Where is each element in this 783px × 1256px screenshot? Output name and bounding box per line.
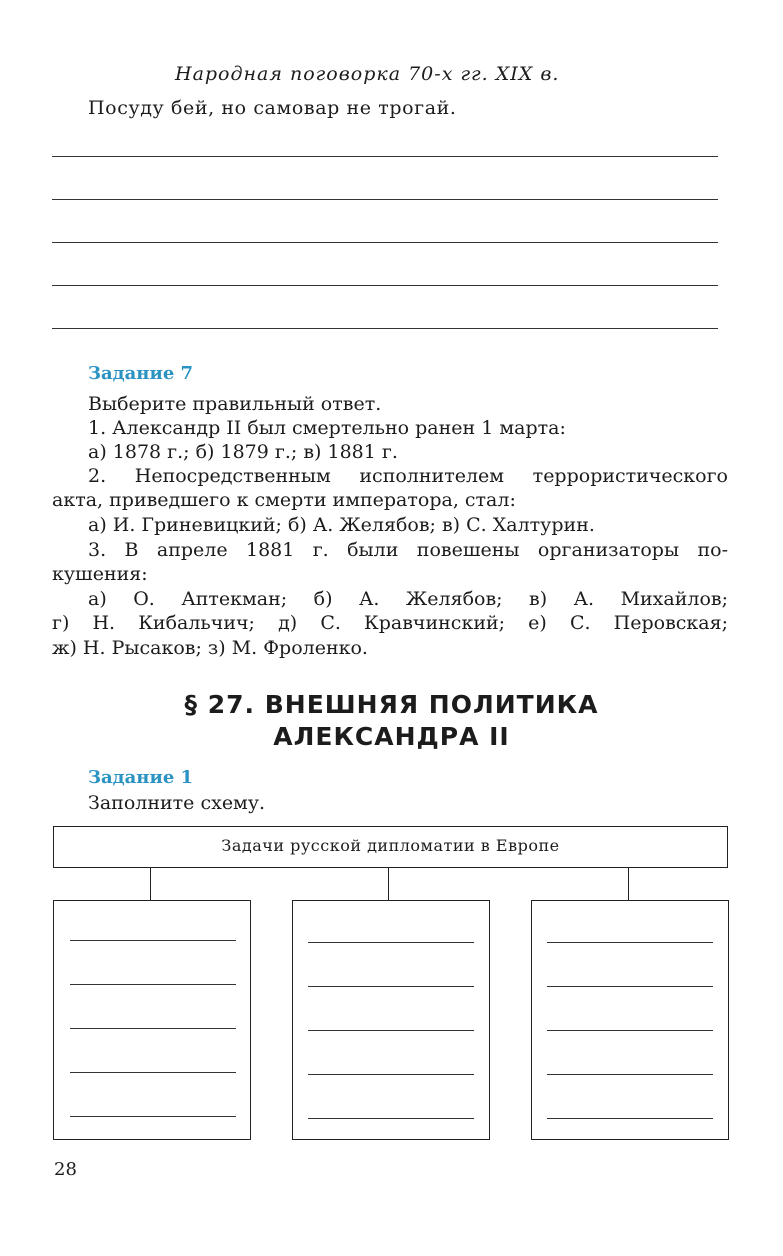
answer-line[interactable] (52, 156, 718, 157)
scheme-answer-line[interactable] (70, 1116, 236, 1117)
answer-line[interactable] (52, 242, 718, 243)
scheme-answer-line[interactable] (547, 986, 713, 987)
task7-title: Задание 7 (88, 363, 194, 384)
answer-line[interactable] (52, 285, 718, 286)
task7-question-1: 1. Александр II был смертельно ранен 1 марта: (88, 417, 566, 439)
scheme-connector (150, 868, 151, 900)
task7-question-3-options-line1: а) О. Аптекман; б) А. Желябов; в) А. Михайлов; (88, 588, 728, 610)
task7-question-3-line2: кушения: (52, 563, 148, 585)
scheme-box-1 (53, 900, 251, 1140)
scheme-answer-line[interactable] (70, 1072, 236, 1073)
task7-instruction: Выберите правильный ответ. (88, 393, 382, 415)
section-heading-line1: § 27. ВНЕШНЯЯ ПОЛИТИКА (184, 690, 599, 719)
scheme-answer-line[interactable] (547, 942, 713, 943)
scheme-answer-line[interactable] (308, 1118, 474, 1119)
task1-title: Задание 1 (88, 767, 194, 788)
scheme-answer-line[interactable] (308, 942, 474, 943)
scheme-answer-line[interactable] (547, 1074, 713, 1075)
scheme-answer-line[interactable] (70, 1028, 236, 1029)
task7-question-3-options-line3: ж) Н. Рысаков; з) М. Фроленко. (52, 637, 368, 659)
scheme-answer-line[interactable] (70, 984, 236, 985)
task1-instruction: Заполните схему. (88, 792, 266, 814)
scheme-answer-line[interactable] (547, 1118, 713, 1119)
task7-question-2-line1: 2. Непосредственным исполнителем террористического (88, 465, 728, 487)
scheme-answer-line[interactable] (308, 1074, 474, 1075)
answer-line[interactable] (52, 199, 718, 200)
task7-question-3-line1: 3. В апреле 1881 г. были повешены организаторы по- (88, 539, 728, 561)
scheme-connector (388, 868, 389, 900)
page-number: 28 (54, 1159, 77, 1180)
answer-line[interactable] (52, 328, 718, 329)
scheme-answer-line[interactable] (308, 1030, 474, 1031)
task7-question-2-line2: акта, приведшего к смерти императора, стал: (52, 489, 516, 511)
scheme-header-text: Задачи русской дипломатии в Европе (221, 836, 560, 855)
task7-question-2-options: а) И. Гриневицкий; б) А. Желябов; в) С. Халтурин. (88, 514, 595, 536)
scheme-answer-line[interactable] (70, 940, 236, 941)
scheme-box-3 (531, 900, 729, 1140)
scheme-answer-line[interactable] (547, 1030, 713, 1031)
proverb-caption: Народная поговорка 70-х гг. XIX в. (175, 63, 560, 85)
scheme-connector (628, 868, 629, 900)
section-heading-line2: АЛЕКСАНДРА II (273, 722, 510, 751)
scheme-box-2 (292, 900, 490, 1140)
task7-question-3-options-line2: г) Н. Кибальчич; д) С. Кравчинский; е) С. Перовская; (52, 612, 728, 634)
scheme-header-box (53, 826, 728, 868)
task7-question-1-options: а) 1878 г.; б) 1879 г.; в) 1881 г. (88, 441, 398, 463)
scheme-answer-line[interactable] (308, 986, 474, 987)
proverb-text: Посуду бей, но самовар не трогай. (88, 97, 457, 119)
